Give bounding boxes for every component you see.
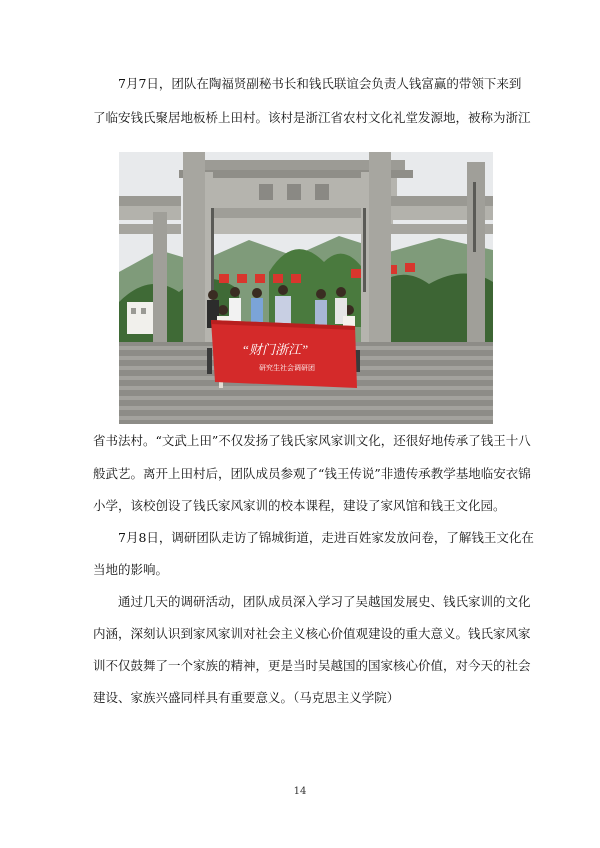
paragraph-2-line-1: 省书法村。“文武上田”不仅发扬了钱氏家风家训文化，还很好地传承了钱王十八 xyxy=(93,433,531,448)
paragraph-3-line-2: 当地的影响。 xyxy=(93,562,169,577)
paragraph-4-line-4: 建设、家族兴盛同样具有重要意义。（马克思主义学院） xyxy=(93,690,400,705)
paragraph-3-line-1: 7月8日，调研团队走访了锦城街道，走进百姓家发放问卷，了解钱王文化在 xyxy=(118,530,534,545)
paragraph-4-line-1: 通过几天的调研活动，团队成员深入学习了吴越国发展史、钱氏家训的文化 xyxy=(118,594,531,609)
paragraph-4-line-2: 内涵，深刻认识到家风家训对社会主义核心价值观建设的重大意义。钱氏家风家 xyxy=(93,626,531,641)
paragraph-2-line-3: 小学，该校创设了钱氏家风家训的校本课程，建设了家风馆和钱王文化园。 xyxy=(93,498,506,513)
banner-text: 研究生社会调研团 xyxy=(259,364,315,372)
paragraph-4-line-3: 训不仅鼓舞了一个家族的精神，更是当时吴越国的国家核心价值，对今天的社会 xyxy=(93,658,531,673)
page-number: 14 xyxy=(293,786,307,797)
paragraph-2-line-2: 般武艺。离开上田村后，团队成员参观了“钱王传说”非遗传承教学基地临安衣锦 xyxy=(93,466,531,481)
paragraph-1-line-1: 7月7日，团队在陶福贤副秘书长和钱氏联谊会负责人钱富赢的带领下来到 xyxy=(118,76,522,91)
banner-logo-text: “财门浙江” xyxy=(241,342,309,357)
group-photo xyxy=(119,152,493,424)
paragraph-1-line-2: 了临安钱氏聚居地板桥上田村。该村是浙江省农村文化礼堂发源地，被称为浙江 xyxy=(93,110,531,125)
